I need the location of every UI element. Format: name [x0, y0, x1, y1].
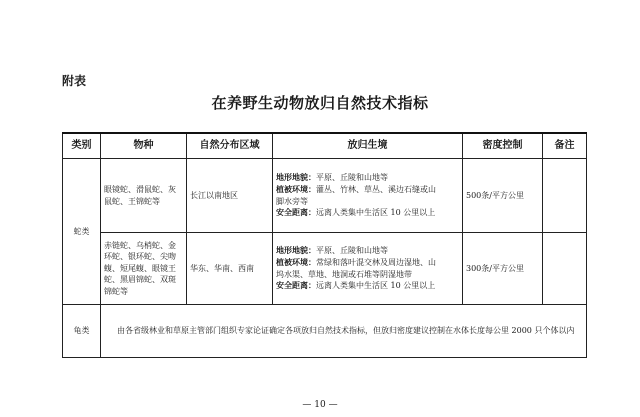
habitat-value: 远离人类集中生活区 10 公里以上: [316, 281, 436, 291]
habitat-value: 脚水旁等: [276, 196, 308, 206]
habitat-line: [276, 245, 459, 257]
habitat-line: [276, 207, 459, 219]
note-cell: [543, 159, 587, 233]
habitat-key: 植被环境：: [276, 257, 316, 267]
habitat-line: [276, 257, 459, 269]
habitat-line: [276, 280, 459, 292]
category-cell: 龟类: [63, 305, 101, 358]
table-row: [63, 233, 587, 305]
region-cell: 华东、华南、西南: [187, 233, 273, 305]
habitat-key: 安全距离：: [276, 281, 316, 291]
note-cell: [543, 233, 587, 305]
habitat-value: 常绿和落叶混交林及周边湿地、山: [316, 257, 436, 267]
document-title: 在养野生动物放归自然技术指标: [211, 94, 429, 112]
header-region: 自然分布区域: [187, 133, 273, 159]
habitat-key: 地形地貌：: [276, 246, 316, 256]
habitat-line: [276, 196, 459, 208]
habitat-value: 灌丛、竹林、草丛、溪边石缝或山: [316, 184, 436, 194]
header-category: 类别: [63, 133, 101, 159]
habitat-value: 平原、丘陵和山地等: [316, 173, 388, 183]
page-number: — 10 —: [302, 400, 338, 410]
category-cell: 蛇类: [63, 159, 101, 305]
habitat-cell: [273, 159, 463, 233]
appendix-label: 附表: [62, 74, 87, 88]
table-header-row: [63, 133, 587, 159]
table-row: [63, 305, 587, 358]
species-cell: 赤链蛇、乌梢蛇、金环蛇、银环蛇、尖吻蝮、短尾蝮、眼镜王蛇、黑眉锦蛇、双斑锦蛇等: [101, 233, 187, 305]
density-cell: 500条/平方公里: [463, 159, 543, 233]
habitat-line: [276, 269, 459, 281]
turtle-spec-cell: 由各省级林业和草原主管部门组织专家论证确定各项放归自然技术指标，但放归密度建议控制在水体长度每公里 2000 只个体以内: [101, 305, 587, 358]
habitat-key: 安全距离：: [276, 208, 316, 218]
header-density: 密度控制: [463, 133, 543, 159]
habitat-line: [276, 184, 459, 196]
habitat-line: [276, 172, 459, 184]
habitat-value: 平原、丘陵和山地等: [316, 246, 388, 256]
header-habitat: 放归生境: [273, 133, 463, 159]
habitat-key: 地形地貌：: [276, 173, 316, 183]
region-cell: 长江以南地区: [187, 159, 273, 233]
habitat-cell: [273, 233, 463, 305]
spec-table: [62, 132, 587, 358]
species-cell: 眼镜蛇、滑鼠蛇、灰鼠蛇、王锦蛇等: [101, 159, 187, 233]
habitat-key: 植被环境：: [276, 184, 316, 194]
habitat-value: 坞水渠、草地、地洞或石堆等阴湿地带: [276, 269, 412, 279]
table-row: [63, 159, 587, 233]
density-cell: 300条/平方公里: [463, 233, 543, 305]
habitat-value: 远离人类集中生活区 10 公里以上: [316, 208, 436, 218]
header-note: 备注: [543, 133, 587, 159]
header-species: 物种: [101, 133, 187, 159]
